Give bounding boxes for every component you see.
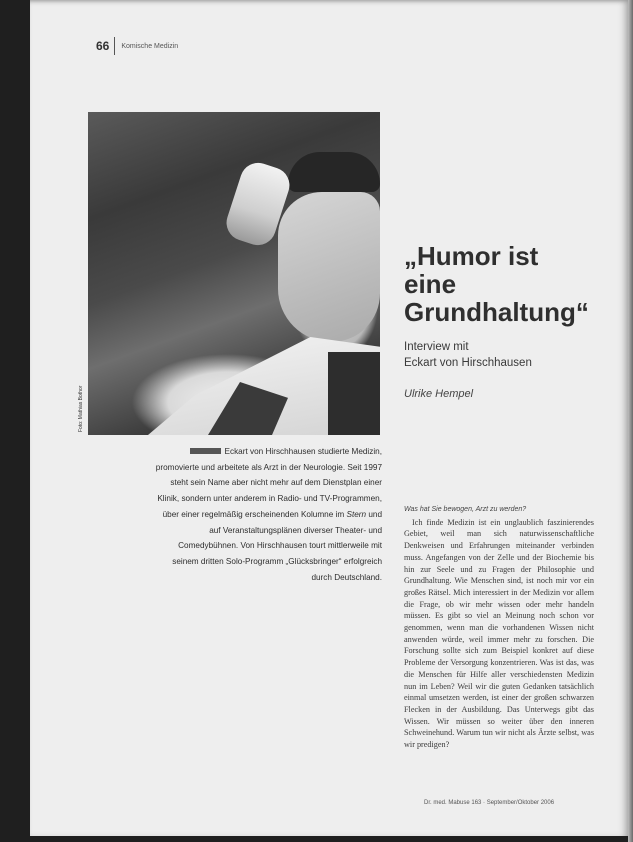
author-byline: Ulrike Hempel [404, 388, 474, 400]
photo-hair [288, 152, 380, 192]
caption-text: Eckart von Hirschhausen studierte Medizin, promovierte und arbeitete als Arzt in der Neurologie. Seit 1997 steht sein Name aber nicht mehr auf dem Dienstplan einer Klinik, sondern unter anderem in Radio- und TV-Programmen, über einer regelmäßig erscheinenden Kolumne im [155, 447, 382, 519]
caption-text-end: und auf Veranstaltungsplänen diverser Theater- und Comedybühnen. Von Hirschhausen tourt mittlerweile mit seinem dritten Solo-Programm „Glücksbringer“ erfolgreich durch Deutschland. [172, 509, 382, 582]
subtitle [404, 339, 604, 371]
caption-emphasis: Stern [346, 509, 367, 519]
headline-line: „Humor ist [404, 241, 539, 271]
section-title: Komische Medizin [121, 42, 179, 50]
caption-marker-bar [190, 448, 221, 454]
subtitle-line: Eckart von Hirschhausen [404, 357, 532, 369]
headline-line: Grundhaltung“ [404, 297, 589, 327]
page-header [96, 37, 178, 55]
header-divider [114, 37, 115, 55]
photo-credit: Foto: Mathias Bothor [78, 385, 84, 432]
article-title-block [404, 242, 604, 400]
page-footer: Dr. med. Mabuse 163 · September/Oktober 2006 [424, 800, 555, 806]
scan-edge [628, 0, 633, 842]
photo-caption [150, 444, 382, 585]
page-number: 66 [96, 39, 110, 53]
photo-jacket [328, 352, 380, 435]
interview-answer: Ich finde Medizin ist ein unglaublich faszinierendes Gebiet, weil man sich naturwissenschaftliche Denkweisen und Erfahrungen miteinander verbinden muss. Angefangen von der Zelle und der Biochemie bis hin zur Seele und zu Fragen der Philosophie und Grundhaltung. Wie Menschen sind, ist noch mir vor ein großes Rätsel. Mich interessiert in der Medizin vor allem die Frage, ob wir mehr wissen oder mehr handeln müssen. Es gibt so viel an Meinung noch schon vor genommen, wenn man die vorhandenen Wissen nicht anwenden würde, weil immer mehr zu forschen. Die Forschung sollte sich zum Beispiel konkret auf diese Probleme der Versorgung konzentrieren. Was ist das, was die Menschen für Hilfe aller verschiedensten Medizin nun im Leben? Weil wir die guten Gedanken tatsächlich einmal umsetzen werden, ist einer der großen schwarzen Flecken in der Ausbildung. Das Unterwegs gibt das Wissen. Wir müssen so weiter über den inneren Schweinehund. Warum tun wir nicht als Ärzte selbst, was wir predigen? [404, 517, 594, 750]
portrait-photo [88, 112, 380, 435]
photo-face [278, 192, 380, 342]
subtitle-line: Interview mit [404, 341, 469, 353]
headline-line: eine [404, 269, 457, 299]
interview-body [404, 504, 594, 751]
headline [404, 242, 604, 326]
interview-question: Was hat Sie bewogen, Arzt zu werden? [404, 506, 527, 513]
